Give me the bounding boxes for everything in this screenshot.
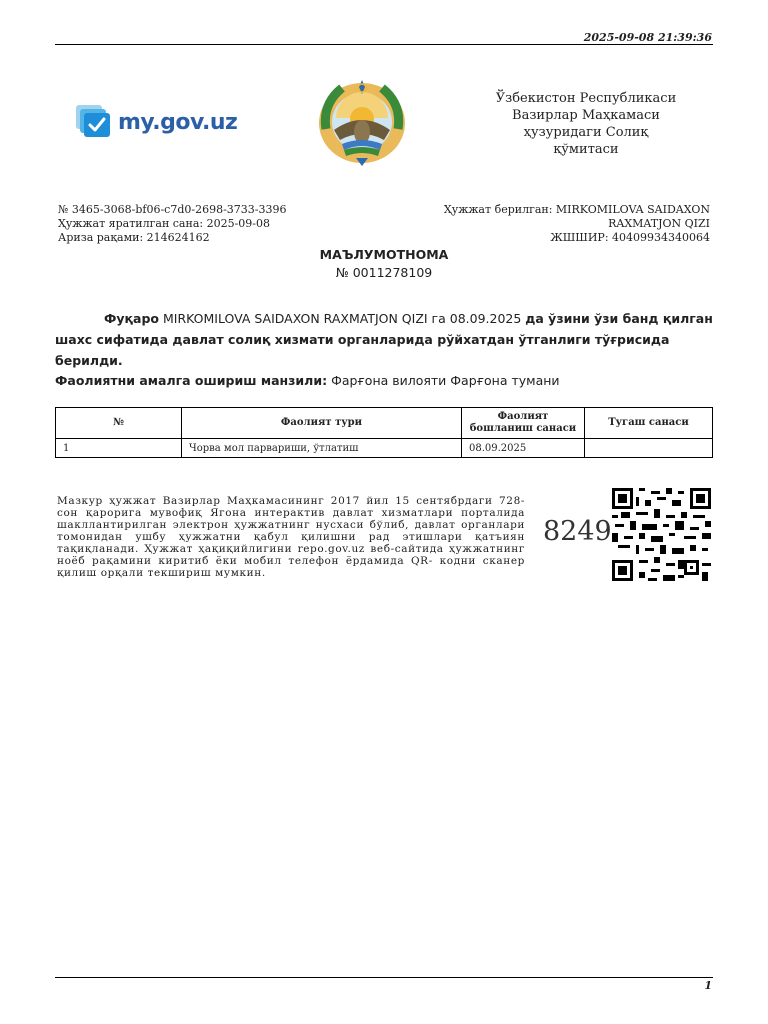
activity-table <box>55 407 713 458</box>
logo-text: my.gov.uz <box>118 109 238 135</box>
application-number: Ариза рақами: 214624162 <box>58 231 210 244</box>
statement-name: MIRKOMILOVA SAIDAXON RAXMATJON QIZI га 08.09.2025 <box>159 311 526 326</box>
my-gov-uz-logo <box>76 105 237 139</box>
table-cell: 1 <box>56 439 182 458</box>
column-header-number: № <box>56 408 182 439</box>
state-emblem-icon <box>312 74 412 168</box>
column-header-start-date: Фаолият бошланиш санаси <box>462 408 585 439</box>
certificate-statement <box>55 308 715 371</box>
organization-line: Вазирлар Маҳкамаси <box>512 108 660 123</box>
activity-address <box>55 373 560 388</box>
table-cell: 08.09.2025 <box>462 439 585 458</box>
document-number: № 0011278109 <box>335 265 433 280</box>
table-cell: Чорва мол парвариши, ўтлатиш <box>182 439 462 458</box>
legal-note: Мазкур ҳужжат Вазирлар Маҳкамасининг 2017 йил 15 сентябрдаги 728-сон қарорига мувофиқ Ягона интерактив давлат хизматлари порталида шакллантирилган электрон ҳужжатнинг нусхаси бўлиб, давлат органлари томонидан ушбу ҳужжатни қабул қилишни рад этишлари қатъиян тақиқланади. Ҳужжат ҳақиқийлигини repo.gov.uz веб-сайтида ҳужжатнинг ноёб рақамини киритиб ёки мобил телефон ёрдамида QR- кодни сканер қилиш орқали текшириш мумкин. <box>57 495 525 579</box>
statement-rest: да ўзини ўзи банд қилган шахс сифатида давлат солиқ хизмати органларида рўйхатдан ўтганлиги тўғрисида берилди. <box>55 311 713 368</box>
document-timestamp: 2025-09-08 21:39:36 <box>583 31 712 44</box>
issued-to-continued: RAXMATJON QIZI <box>608 217 710 230</box>
document-meta-left <box>58 203 287 245</box>
issuing-organization <box>493 90 679 158</box>
organization-line: қўмитаси <box>553 142 619 157</box>
table-cell <box>585 439 713 458</box>
organization-line: ҳузуридаги Солиқ <box>523 125 649 140</box>
column-header-end-date: Тугаш санаси <box>585 408 713 439</box>
table-header-row <box>56 408 713 439</box>
statement-lead: Фуқаро <box>104 311 159 326</box>
verification-code: 8249 <box>543 516 612 547</box>
checkbox-logo-icon <box>76 105 112 139</box>
jshshir: ЖШШИР: 40409934340064 <box>550 231 710 244</box>
address-label: Фаолиятни амалга ошириш манзили: <box>55 373 328 388</box>
top-divider <box>55 44 713 45</box>
document-meta-right <box>410 203 710 245</box>
organization-line: Ўзбекистон Республикаси <box>495 91 677 106</box>
qr-code-icon <box>612 488 711 581</box>
created-date: Ҳужжат яратилган сана: 2025-09-08 <box>58 217 271 230</box>
address-value: Фарғона вилояти Фарғона тумани <box>327 373 560 388</box>
bottom-divider <box>55 977 713 978</box>
issued-to: Ҳужжат берилган: MIRKOMILOVA SAIDAXON <box>443 203 710 216</box>
table-row <box>56 439 713 458</box>
column-header-activity: Фаолият тури <box>182 408 462 439</box>
document-title: МАЪЛУМОТНОМА <box>319 247 449 262</box>
document-id: № 3465-3068-bf06-c7d0-2698-3733-3396 <box>58 203 287 216</box>
page-number: 1 <box>704 979 712 992</box>
